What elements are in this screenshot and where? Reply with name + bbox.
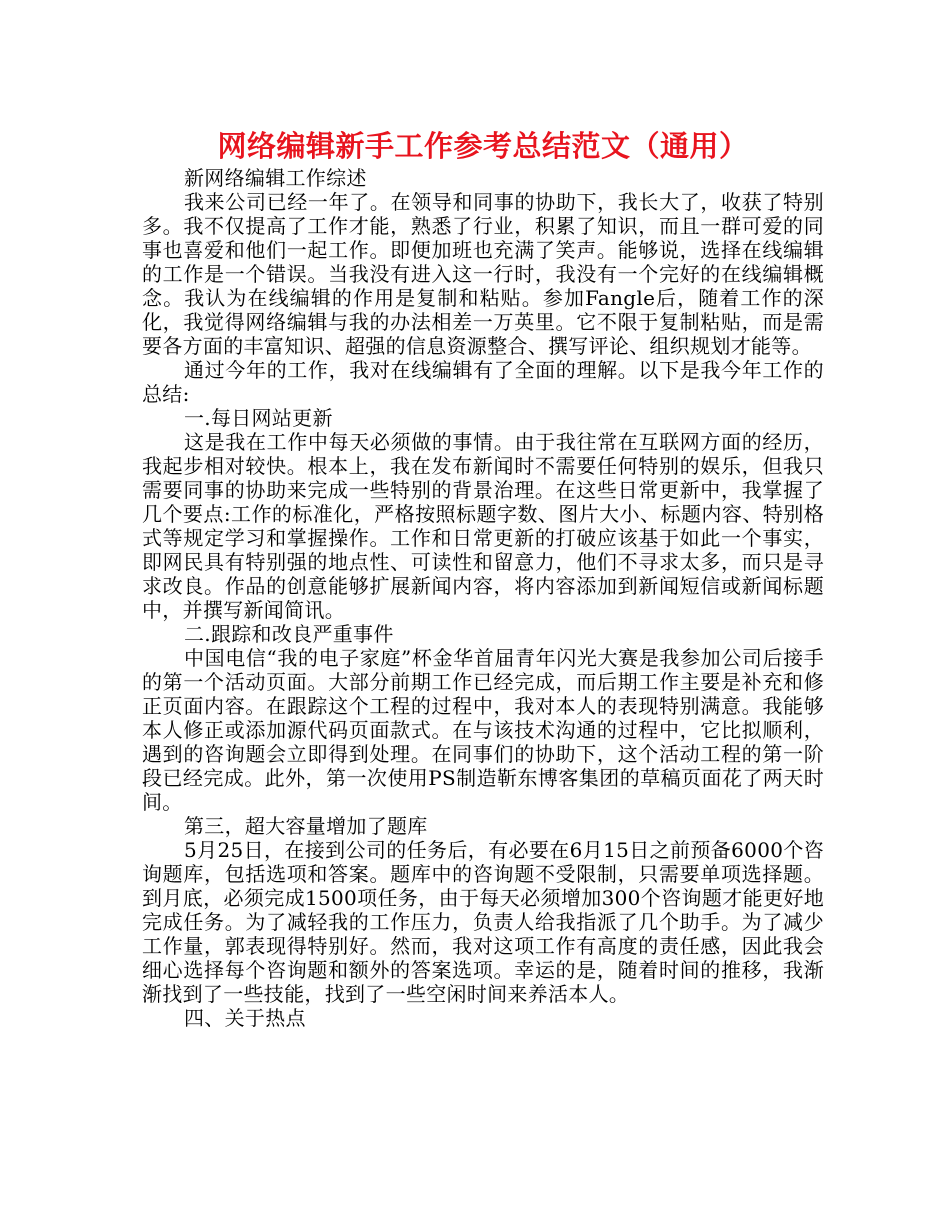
- section-heading-2: 二.跟踪和改良严重事件: [184, 622, 394, 646]
- paragraph-section-2: 中国电信“我的电子家庭”杯金华首届青年闪光大赛是我参加公司后接手的第一个活动页面。大部分前期工作已经完成，而后期工作主要是补充和修正页面内容。在跟踪这个工程的过程中，我对本人的表现特别满意。我能够本人修正或添加源代码页面款式。在与该技术沟通的过程中，它比拟顺利，遇到的咨询题会立即得到处理。在同事们的协助下，这个活动工程的第一阶段已经完成。此外，第一次使用PS制造靳东博客集团的草稿页面花了两天时间。: [142, 646, 824, 814]
- section-heading-3: 第三，超大容量增加了题库: [184, 814, 428, 838]
- paragraph-section-1: 这是我在工作中每天必须做的事情。由于我往常在互联网方面的经历，我起步相对较快。根本上，我在发布新闻时不需要任何特别的娱乐，但我只需要同事的协助来完成一些特别的背景治理。在这些日常更新中，我掌握了几个要点:工作的标准化，严格按照标题字数、图片大小、标题内容、特别格式等规定学习和掌握操作。工作和日常更新的打破应该基于如此一个事实，即网民具有特别强的地点性、可读性和留意力，他们不寻求太多，而只是寻求改良。作品的创意能够扩展新闻内容，将内容添加到新闻短信或新闻标题中，并撰写新闻简讯。: [142, 430, 824, 622]
- paragraph-section-3: 5月25日，在接到公司的任务后，有必要在6月15日之前预备6000个咨询题库，包括选项和答案。题库中的咨询题不受限制，只需要单项选择题。到月底，必须完成1500项任务，由于每天必须增加300个咨询题才能更好地完成任务。为了减轻我的工作压力，负责人给我指派了几个助手。为了减少工作量，郭表现得特别好。然而，我对这项工作有高度的责任感，因此我会细心选择每个咨询题和额外的答案选项。幸运的是，随着时间的推移，我渐渐找到了一些技能，找到了一些空闲时间来养活本人。: [142, 838, 824, 1006]
- section-heading-4: 四、关于热点: [184, 1006, 306, 1030]
- paragraph-intro: 我来公司已经一年了。在领导和同事的协助下，我长大了，收获了特别多。我不仅提高了工作才能，熟悉了行业，积累了知识，而且一群可爱的同事也喜爱和他们一起工作。即便加班也充满了笑声。能够说，选择在线编辑的工作是一个错误。当我没有进入这一行时，我没有一个完好的在线编辑概念。我认为在线编辑的作用是复制和粘贴。参加Fangle后，随着工作的深化，我觉得网络编辑与我的办法相差一万英里。它不限于复制粘贴，而是需要各方面的丰富知识、超强的信息资源整合、撰写评论、组织规划才能等。: [142, 190, 824, 358]
- paragraph-summary-lead: 通过今年的工作，我对在线编辑有了全面的理解。以下是我今年工作的总结:: [142, 358, 824, 406]
- document-title: 网络编辑新手工作参考总结范文（通用）: [217, 129, 749, 163]
- document-body: [142, 166, 824, 1030]
- document-page: [142, 126, 824, 1030]
- section-heading-overview: 新网络编辑工作综述: [184, 166, 367, 190]
- section-heading-1: 一.每日网站更新: [184, 406, 333, 430]
